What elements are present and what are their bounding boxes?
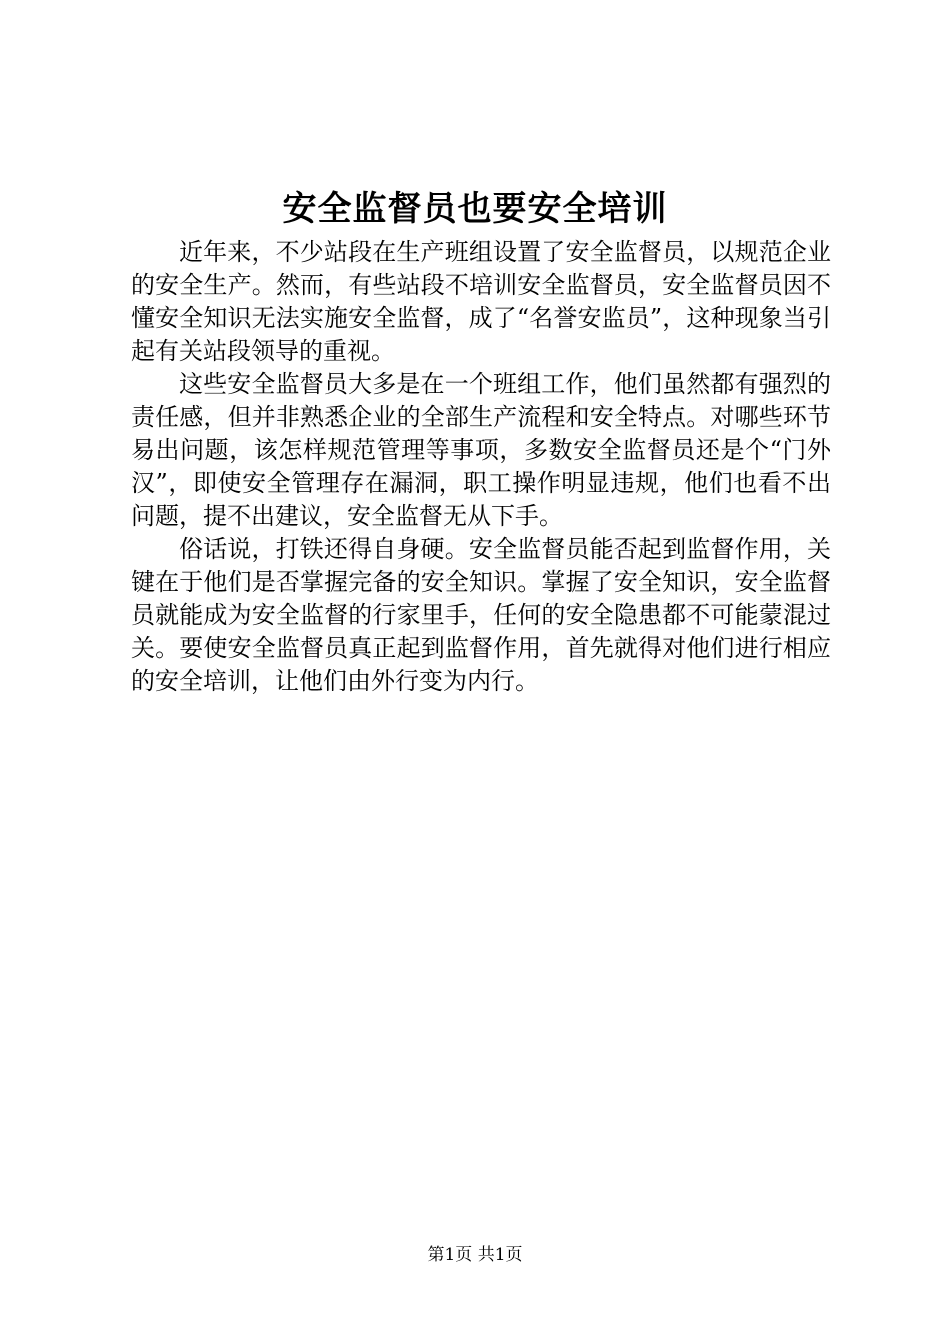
paragraph-1: 近年来，不少站段在生产班组设置了安全监督员，以规范企业的安全生产。然而，有些站段不培训安全监督员，安全监督员因不懂安全知识无法实施安全监督，成了“名誉安监员”，这种现象当引起有关站段领导的重视。	[131, 238, 831, 365]
page-number-footer: 第1页 共1页	[427, 1245, 523, 1265]
paragraph-2: 这些安全监督员大多是在一个班组工作，他们虽然都有强烈的责任感，但并非熟悉企业的全部生产流程和安全特点。对哪些环节易出问题，该怎样规范管理等事项，多数安全监督员还是个“门外汉”，即使安全管理存在漏洞，职工操作明显违规，他们也看不出问题，提不出建议，安全监督无从下手。	[131, 370, 831, 530]
document-body	[131, 236, 831, 698]
paragraph-3: 俗话说，打铁还得自身硬。安全监督员能否起到监督作用，关键在于他们是否掌握完备的安全知识。掌握了安全知识，安全监督员就能成为安全监督的行家里手，任何的安全隐患都不可能蒙混过关。要使安全监督员真正起到监督作用，首先就得对他们进行相应的安全培训，让他们由外行变为内行。	[131, 535, 831, 695]
document-title: 安全监督员也要安全培训	[282, 189, 668, 229]
